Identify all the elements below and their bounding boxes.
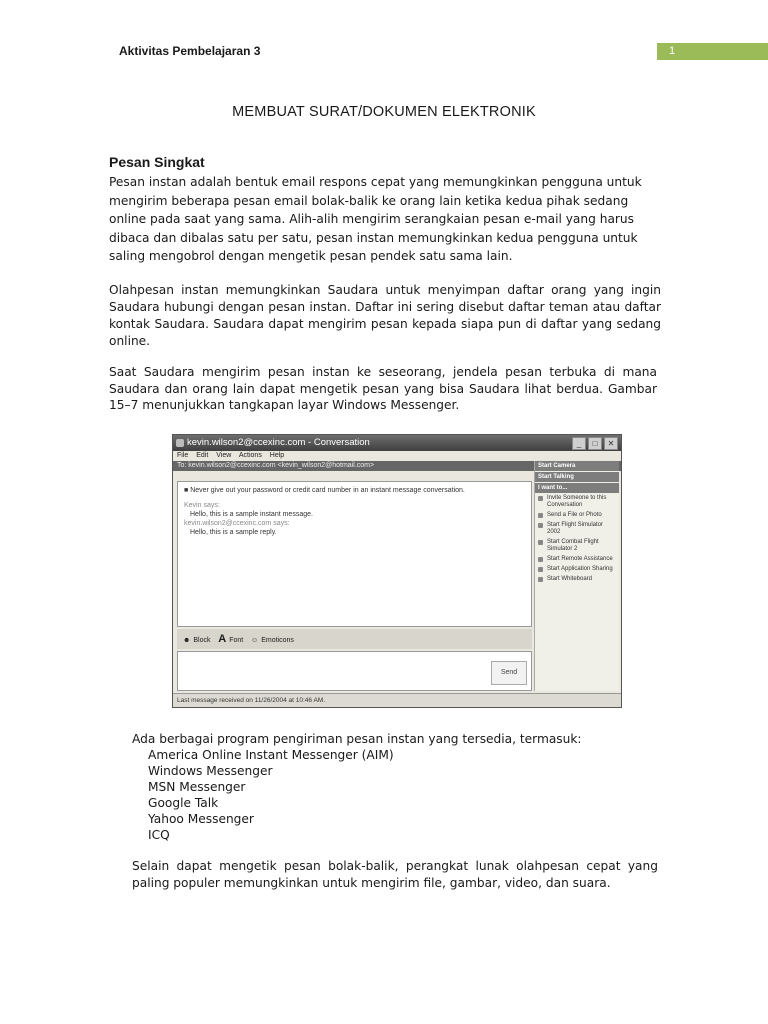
block-icon: ☻ <box>183 637 191 644</box>
running-header: Aktivitas Pembelajaran 3 <box>119 44 261 58</box>
menu-item-help: Help <box>269 452 285 459</box>
to-line: To: kevin.wilson2@ccexinc.com <kevin_wilson2@hotmail.com> <box>173 461 621 471</box>
side-item: Start Flight Simulator 2002 <box>535 521 619 538</box>
list-item: MSN Messenger <box>148 780 246 794</box>
side-header: I want to... <box>535 483 619 493</box>
message-text: Hello, this is a sample instant message. <box>190 511 313 518</box>
paragraph-1-line: dibaca dan dibalas satu per satu, pesan instan memungkinkan kedua pengguna untuk <box>109 230 638 245</box>
document-title: MEMBUAT SURAT/DOKUMEN ELEKTRONIK <box>232 104 536 120</box>
paragraph-1-line: Pesan instan adalah bentuk email respons cepat yang memungkinkan pengguna untuk <box>109 175 642 189</box>
menu-item-actions: Actions <box>238 452 262 459</box>
security-warning <box>184 486 525 495</box>
menu-item-file: File <box>177 452 189 459</box>
conversation-pane <box>177 481 532 627</box>
paragraph-1-line: online pada saat yang sama. Alih-alih mengirim serangkaian pesan e-mail yang harus <box>109 212 635 226</box>
paragraph-1-line: saling mengobrol dengan mengetik pesan pendek satu sama lain. <box>109 249 513 263</box>
side-item: Start Combat Flight Simulator 2 <box>535 538 619 555</box>
status-bar: Last message received on 11/26/2004 at 10:46 AM. <box>173 693 621 707</box>
font-icon: A <box>218 633 227 645</box>
message-input <box>177 651 532 691</box>
message-text: Hello, this is a sample reply. <box>190 529 277 536</box>
list-item: America Online Instant Messenger (AIM) <box>148 748 394 762</box>
message-sender: kevin.wilson2@ccexinc.com says: <box>184 520 290 527</box>
list-item: ICQ <box>148 828 170 842</box>
messenger-screenshot <box>172 434 622 708</box>
side-header: Start Camera <box>535 461 619 471</box>
side-header: Start Talking <box>535 472 619 482</box>
security-warning-text: Never give out your password or credit card number in an instant message conversation. <box>190 487 465 494</box>
list-item: Yahoo Messenger <box>148 812 254 826</box>
messenger-icon <box>176 439 184 447</box>
side-item: Send a File or Photo <box>535 511 619 521</box>
window-titlebar <box>173 435 621 451</box>
paragraph-1-line: mengirim beberapa pesan email bolak-balik ke orang lain ketika kedua pihak sedang <box>109 193 629 208</box>
maximize-icon: □ <box>588 437 602 450</box>
menu-item-view: View <box>216 452 232 459</box>
paragraph-3: Saat Saudara mengirim pesan instan ke seseorang, jendela pesan terbuka di mana Saudara dan orang lain dapat mengetik pesan yang bisa Saudara lihat berdua. Gambar 15–7 menunjukkan tangkapan layar Windows Messenger. <box>109 365 657 412</box>
list-item: Google Talk <box>148 796 219 810</box>
close-icon: ✕ <box>604 437 618 450</box>
font-label: Font <box>229 637 244 644</box>
menu-bar <box>173 451 621 461</box>
side-item: Start Application Sharing <box>535 565 619 575</box>
send-button: Send <box>491 661 527 685</box>
paragraph-1 <box>109 173 657 266</box>
window-title: kevin.wilson2@ccexinc.com - Conversation <box>187 437 370 448</box>
side-item: Invite Someone to this Conversation <box>535 494 619 511</box>
block-label: Block <box>193 637 211 644</box>
list-item: Windows Messenger <box>148 764 273 778</box>
section-heading: Pesan Singkat <box>109 154 205 170</box>
emoticons-label: Emoticons <box>261 637 294 644</box>
paragraph-5: Selain dapat mengetik pesan bolak-balik, perangkat lunak olahpesan cepat yang paling populer memungkinkan untuk mengirim file, gambar, video, dan suara. <box>132 859 658 890</box>
paragraph-2: Olahpesan instan memungkinkan Saudara untuk menyimpan daftar orang yang ingin Saudara hubungi dengan pesan instan. Daftar ini sering disebut daftar teman atau daftar kontak Saudara. Saudara dapat mengirim pesan kepada siapa pun di daftar yang sedang online. <box>109 283 661 348</box>
minimize-icon: _ <box>572 437 586 450</box>
side-item: Start Whiteboard <box>535 575 619 585</box>
paragraph-4: Ada berbagai program pengiriman pesan instan yang tersedia, termasuk: <box>132 732 582 746</box>
emoticon-icon: ☺ <box>251 637 259 644</box>
actions-sidebar <box>534 461 619 691</box>
message-sender: Kevin says: <box>184 502 220 509</box>
menu-item-edit: Edit <box>196 452 209 459</box>
page-number-badge: 1 <box>657 43 768 60</box>
side-item: Start Remote Assistance <box>535 555 619 565</box>
warning-icon: ■ <box>184 487 191 494</box>
format-toolbar <box>177 629 532 649</box>
program-list <box>148 747 394 843</box>
